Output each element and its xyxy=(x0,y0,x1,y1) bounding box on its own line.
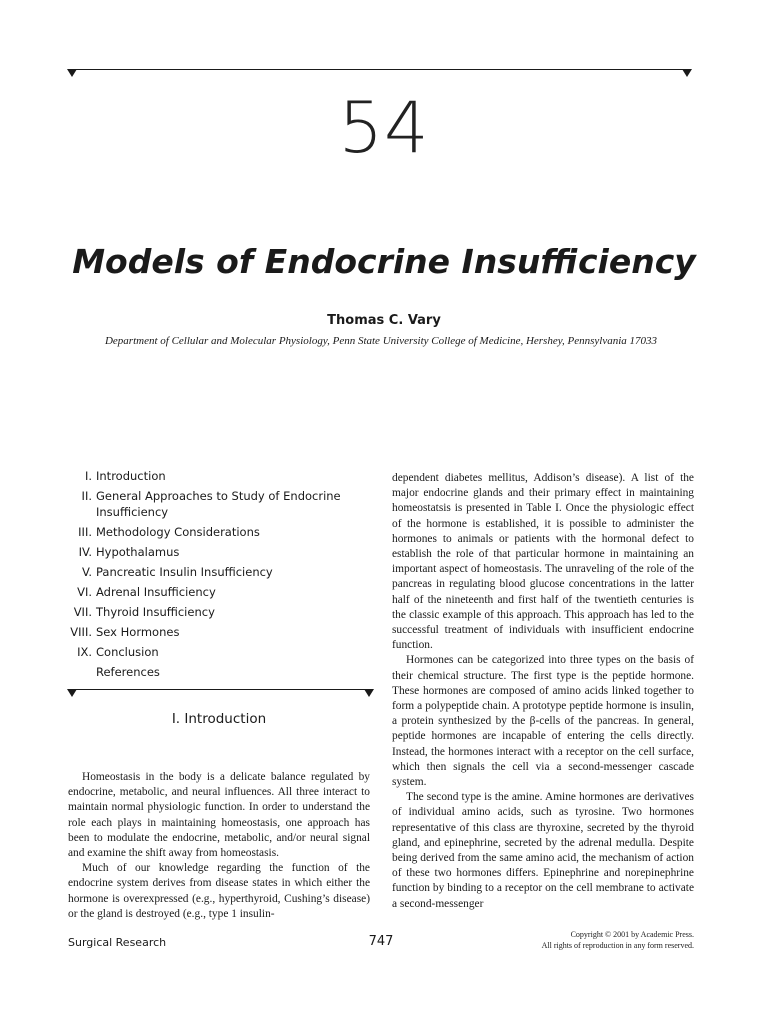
toc-rule-right-marker xyxy=(364,689,374,697)
author-affiliation: Department of Cellular and Molecular Physiology, Penn State University College of Medicine, Hershey, Pennsylvania 17033 xyxy=(104,335,658,347)
toc-item-number: VIII. xyxy=(70,625,92,639)
toc-item-label: Introduction xyxy=(96,469,166,483)
paragraph: Hormones can be categorized into three types on the basis of their chemical structure. The first type is the peptide hormone. These hormones are composed of amino acids linked together to form a polypeptide chain. A prototype peptide hormone is insulin, a protein synthesized by the β-cells of the pancreas. In general, peptide hormones are incapable of entering the cells directly. Instead, the hormones interact with a receptor on the cell surface, which then signals the cell via a second-messenger cascade system. xyxy=(392,654,694,789)
footer-book-title: Surgical Research xyxy=(68,936,167,949)
author-name: Thomas C. Vary xyxy=(327,313,441,328)
chapter-number: 54 xyxy=(338,87,430,169)
section-heading: I. Introduction xyxy=(171,711,267,727)
toc-item-label: Conclusion xyxy=(96,645,159,659)
toc-item xyxy=(60,488,380,520)
toc-item xyxy=(60,584,380,600)
toc-rule-left-marker xyxy=(67,689,77,697)
top-rule-right-marker xyxy=(682,69,692,77)
toc-item xyxy=(60,624,380,640)
paragraph: The second type is the amine. Amine hormones are derivatives of individual amino acids, such as tyrosine. Two hormones representative of this class are thyroxine, secreted by the thyroid gland, and epinephrine, secreted by the adrenal medulla. Despite being derived from the same amino acid, the mechanism of action of these two hormones differs. Epinephrine and norepinephrine function by binding to a receptor on the cell membrane to activate a second-messenger xyxy=(392,791,694,910)
copyright-line: Copyright © 2001 by Academic Press. xyxy=(570,930,694,939)
table-of-contents xyxy=(60,468,380,684)
top-rule-left-marker xyxy=(67,69,77,77)
toc-item-number: IV. xyxy=(78,545,92,559)
left-column xyxy=(68,770,370,922)
toc-item-number: VII. xyxy=(73,605,92,619)
chapter-title: Models of Endocrine Insufficiency xyxy=(72,242,696,281)
paragraph: Much of our knowledge regarding the function of the endocrine system derives from disease states in which either the hormone is overexpressed (e.g., hyperthyroid, Cushing’s disease) or the gland is destroyed (e.g., type 1 insulin- xyxy=(68,862,370,920)
toc-item-label: Pancreatic Insulin Insufficiency xyxy=(96,565,273,579)
copyright-line: All rights of reproduction in any form reserved. xyxy=(541,941,694,950)
toc-item-label: Thyroid Insufficiency xyxy=(96,605,215,619)
toc-item-number: II. xyxy=(81,489,92,503)
toc-item-label: Methodology Considerations xyxy=(96,525,260,539)
toc-item xyxy=(60,524,380,540)
copyright-notice xyxy=(542,929,694,951)
toc-item-number: V. xyxy=(81,565,92,579)
toc-item-label: Hypothalamus xyxy=(96,545,180,559)
paragraph: Homeostasis in the body is a delicate balance regulated by endocrine, metabolic, and neural influences. All three interact to maintain normal physiologic function. In order to understand the role each plays in maintaining homeostasis, one approach has been to modulate the endocrine, metabolic, and/or neural signal and examine the shift away from homeostasis. xyxy=(68,771,370,860)
toc-item xyxy=(60,544,380,560)
toc-item-number: III. xyxy=(78,525,92,539)
toc-item-number: I. xyxy=(84,469,92,483)
toc-item-number: IX. xyxy=(77,645,92,659)
toc-item-label: General Approaches to Study of Endocrine Insufficiency xyxy=(96,489,341,519)
toc-item-number xyxy=(60,664,96,680)
toc-item xyxy=(60,604,380,620)
toc-item xyxy=(60,664,380,680)
toc-item-label: Sex Hormones xyxy=(96,625,180,639)
toc-item xyxy=(60,644,380,660)
paragraph: dependent diabetes mellitus, Addison’s disease). A list of the major endocrine glands and their primary effect in maintaining homeostatsis is presented in Table I. Once the physiologic effect of the hormone is established, it is possible to administer the hormones to animals or patients with the hormonal defect to establish the role of that particular hormone in maintaining an important aspect of homeostasis. The unraveling of the role of the pancreas in regulating blood glucose concentrations in the latter half of the nineteenth and first half of the twentieth centuries is the classic example of this approach. This approach has led to the successful treatment of individuals with insufficient endocrine function. xyxy=(392,472,694,652)
toc-item-label: Adrenal Insufficiency xyxy=(96,585,216,599)
page-number: 747 xyxy=(368,934,394,949)
toc-item-label: References xyxy=(96,665,160,679)
toc-item-number: VI. xyxy=(77,585,92,599)
top-rule xyxy=(70,69,688,70)
right-column xyxy=(392,471,694,912)
toc-item xyxy=(60,468,380,484)
toc-bottom-rule xyxy=(70,689,370,690)
toc-item xyxy=(60,564,380,580)
